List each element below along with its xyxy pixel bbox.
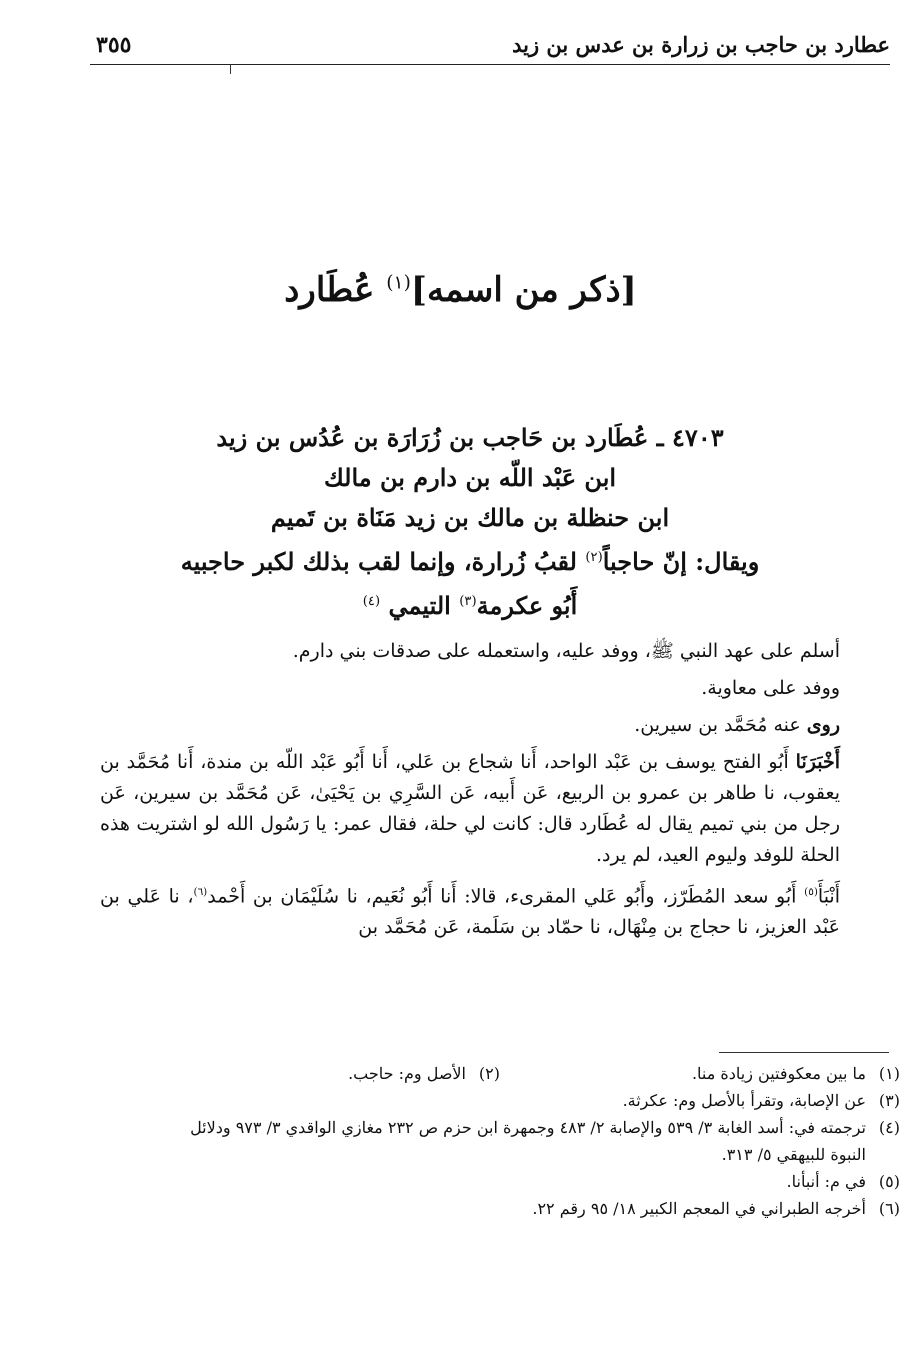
header-tick <box>230 64 231 74</box>
footnote-ref: (٢) <box>585 550 603 565</box>
entry-text: أَبُو عكرمة <box>476 591 578 620</box>
entry-line: ابن عَبْد اللّه بن دارم بن مالك <box>323 463 617 492</box>
page-number: ٣٥٥ <box>96 32 132 58</box>
footnote-text: ترجمته في: أسد الغابة ٣/ ٥٣٩ والإصابة ٢/ ٤٨٣ وجمهرة ابن حزم ص ٢٣٢ مغازي الواقدي ٣/ ٩٧٣ ودلائل <box>190 1118 866 1137</box>
paragraph-text: أَبُو الفتح يوسف بن عَبْد الواحد، أَنا شجاع بن عَلي، أَنا أَبُو عَبْد اللّه بن مندة، أَنا مُحَمَّد بن يعقوب، نا طاهر بن عمرو بن الربيع، عَن أَبيه، عَن السَّرِي بن يَحْيَىٰ، عَن مُحَمَّد بن سيرين، عَن رجل من بني تميم يقال له عُطَارد قال: كانت لي حلة، فقال عمر: يا رَسُول الله لو اشتريت هذه الحلة للوفد وليوم العيد، لم يرد. <box>100 751 840 866</box>
footnote <box>100 1060 500 1087</box>
footnote <box>100 1114 900 1141</box>
paragraph <box>100 747 840 871</box>
footnote <box>100 1087 900 1114</box>
footnote-continuation: النبوة للبيهقي ٥/ ٣١٣. <box>721 1145 866 1164</box>
footnote-row <box>100 1060 900 1087</box>
paragraph-text: أَنْبَأَ <box>817 885 840 908</box>
entry-line: ٤٧٠٣ ـ عُطَارد بن حَاجب بن زُرَارَة بن عُدُس بن زيد <box>216 423 724 452</box>
footnote <box>100 1195 900 1222</box>
footnote-text: عن الإصابة، وتقرأ بالأصل وم: عكرثة. <box>622 1091 866 1110</box>
footnote-ref: (١) <box>386 272 411 294</box>
entry-line <box>150 538 790 582</box>
running-title: عطارد بن حاجب بن زرارة بن عدس بن زيد <box>512 32 890 57</box>
entry-line <box>150 582 790 626</box>
footnote-number: (٥) <box>878 1172 900 1191</box>
footnote-number: (١) <box>878 1064 900 1083</box>
footnote-number: (٦) <box>878 1199 900 1218</box>
footnote-ref: (٣) <box>459 594 477 609</box>
footnote-ref: (٥) <box>804 886 818 898</box>
running-header <box>90 28 890 65</box>
footnote-ref: (٦) <box>193 886 208 898</box>
entry-text: ويقال: إنّ حاجباً <box>602 547 760 576</box>
footnote-separator <box>719 1052 889 1053</box>
paragraph-text: ، نا عَلي بن عَبْد العزيز، نا حجاج بن مِنْهَال، نا حمّاد بن سَلَمة، عَن مُحَمَّد بن <box>100 885 840 939</box>
footnote <box>100 1168 900 1195</box>
bold-term: أَخْبَرَنَا <box>795 751 840 773</box>
entry-line: ابن حنظلة بن مالك بن زيد مَنَاة بن تَميم <box>270 503 670 532</box>
section-title <box>0 270 921 310</box>
footnote <box>500 1060 900 1087</box>
footnote-number: (٢) <box>478 1064 500 1083</box>
paragraph-text: أَبُو سعد المُطَرّز، وأَبُو عَلي المقرىء، قالا: أَنا أَبُو نُعَيم، نا سُلَيْمَان بن أَحْمد <box>207 885 805 908</box>
paragraph: ووفد على معاوية. <box>701 677 840 699</box>
footnote-text: أخرجه الطبراني في المعجم الكبير ١٨/ ٩٥ رقم ٢٢. <box>532 1199 866 1218</box>
entry-text: التيمي <box>380 591 460 620</box>
paragraph-text: عنه مُحَمَّد بن سيرين. <box>634 714 807 736</box>
entry-heading <box>150 418 790 626</box>
paragraph <box>100 877 840 943</box>
footnote-text: ما بين معكوفتين زيادة منا. <box>691 1064 866 1083</box>
paragraph: أسلم على عهد النبي ﷺ، ووفد عليه، واستعمله على صدقات بني دارم. <box>292 640 840 662</box>
paragraph <box>100 710 840 741</box>
footnote-number: (٣) <box>878 1091 900 1110</box>
footnote-ref: (٤) <box>362 594 381 609</box>
footnotes <box>100 1060 900 1222</box>
entry-text: لقبُ زُرارة، وإنما لقب بذلك لكبر حاجبيه <box>180 547 586 576</box>
footnote-text: في م: أنبأنا. <box>786 1172 866 1191</box>
body-text <box>100 636 840 949</box>
section-title-bracket: [ذكر من اسمه] <box>410 270 637 310</box>
footnote-text: الأصل وم: حاجب. <box>348 1064 466 1083</box>
footnote-number: (٤) <box>878 1118 900 1137</box>
section-title-name: عُطَارد <box>284 270 375 310</box>
bold-term: روى <box>806 714 840 736</box>
